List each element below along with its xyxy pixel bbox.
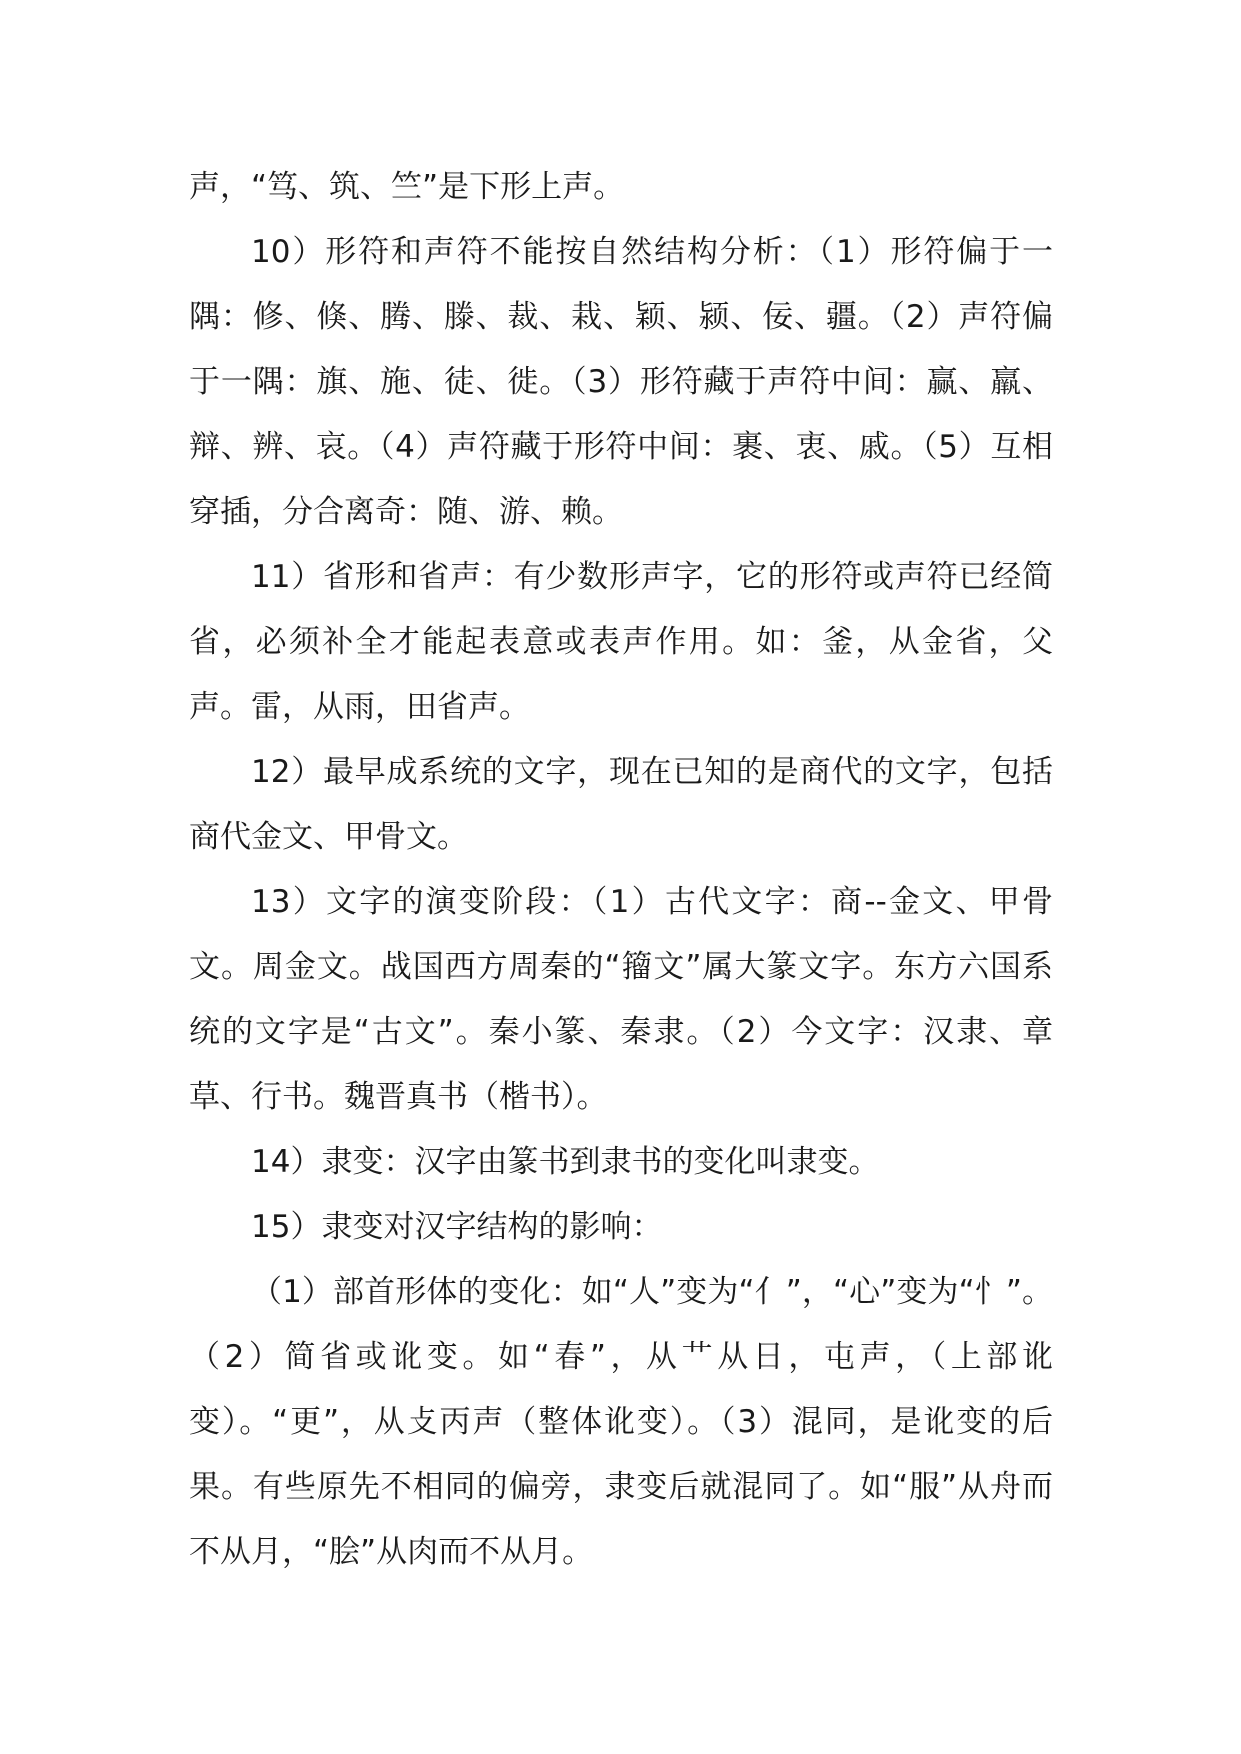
paragraph-item-11: 11）省形和省声：有少数形声字，它的形符或声符已经简省，必须补全才能起表意或表声作用。如：釜，从金省，父声。雷，从雨，田省声。 <box>189 559 1053 725</box>
paragraph-item-15: 15）隶变对汉字结构的影响： <box>251 1209 663 1245</box>
document-body <box>189 155 1053 1585</box>
paragraph-item-15-detail: （1）部首形体的变化：如“人”变为“亻”，“心”变为“忄”。（2）简省或讹变。如“春”，从艹从日，屯声，（上部讹变）。“更”，从攴丙声（整体讹变）。（3）混同，是讹变的后果。有些原先不相同的偏旁，隶变后就混同了。如“服”从舟而不从月，“脍”从肉而不从月。 <box>189 1274 1053 1570</box>
paragraph-item-10: 10）形符和声符不能按自然结构分析：（1）形符偏于一隅：修、倏、腾、滕、裁、栽、颖、颍、佞、疆。（2）声符偏于一隅：旗、施、徒、徙。（3）形符藏于声符中间：赢、羸、辩、辨、哀。（4）声符藏于形符中间：裹、衷、戚。（5）互相穿插，分合离奇：随、游、赖。 <box>189 234 1053 530</box>
paragraph-item-14: 14）隶变：汉字由篆书到隶书的变化叫隶变。 <box>251 1144 880 1180</box>
paragraph-item-12: 12）最早成系统的文字，现在已知的是商代的文字，包括商代金文、甲骨文。 <box>189 754 1053 855</box>
paragraph-continuation: 声，“笃、筑、竺”是下形上声。 <box>189 169 625 205</box>
paragraph-item-13: 13）文字的演变阶段：（1）古代文字：商--金文、甲骨文。周金文。战国西方周秦的“籀文”属大篆文字。东方六国系统的文字是“古文”。秦小篆、秦隶。（2）今文字：汉隶、章草、行书。魏晋真书（楷书）。 <box>189 884 1053 1115</box>
